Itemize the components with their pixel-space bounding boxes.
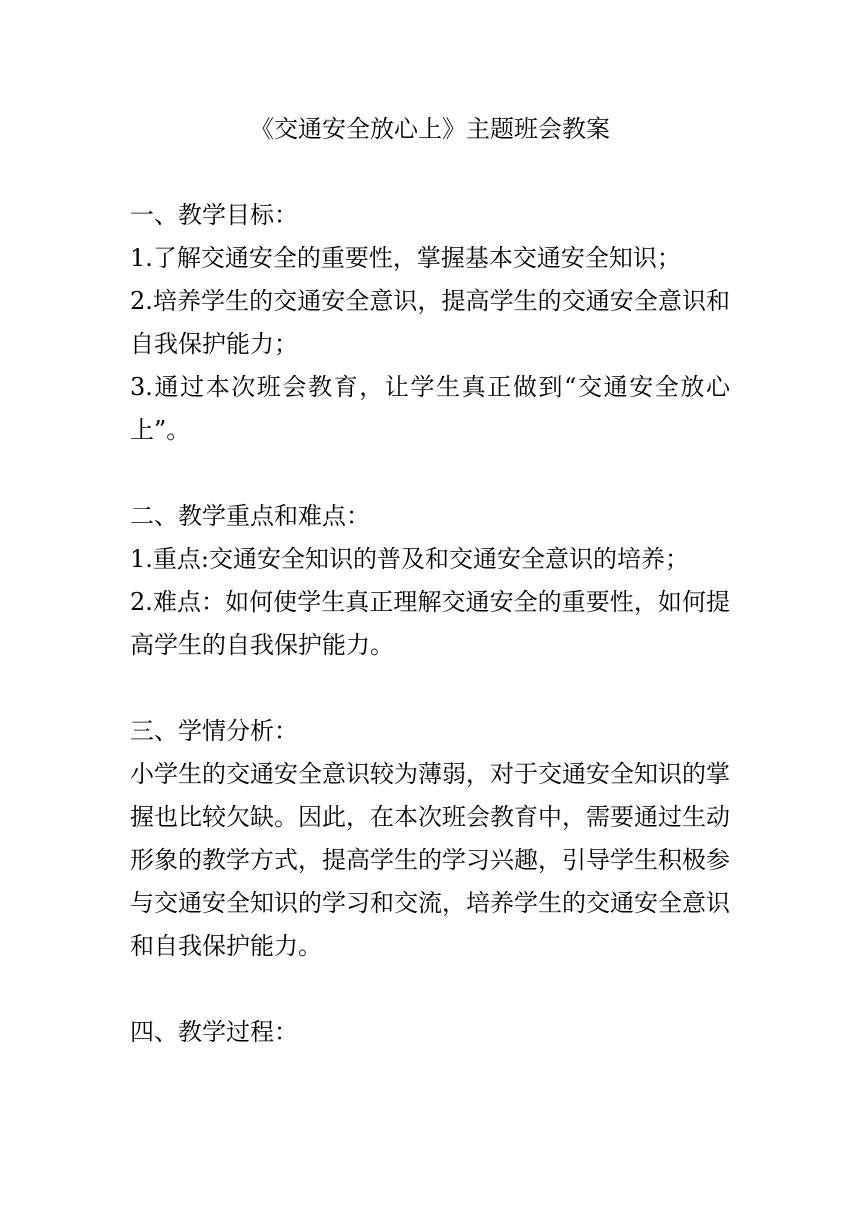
paragraph: 小学生的交通安全意识较为薄弱，对于交通安全知识的掌握也比较欠缺。因此，在本次班会教育中，需要通过生动形象的教学方式，提高学生的学习兴趣，引导学生积极参与交通安全知识的学习和交流，培养学生的交通安全意识和自我保护能力。 [130,760,730,960]
paragraph: 2.培养学生的交通安全意识，提高学生的交通安全意识和自我保护能力； [130,287,730,358]
section-heading: 四、教学过程： [130,1018,298,1046]
section-heading: 三、学情分析： [130,717,298,745]
paragraph: 3.通过本次班会教育，让学生真正做到“交通安全放心上”。 [130,373,730,444]
document-body [130,108,730,1097]
section-heading: 二、教学重点和难点： [130,502,370,530]
paragraph: 1.重点:交通安全知识的普及和交通安全意识的培养； [130,545,689,573]
document-title: 《交通安全放心上》主题班会教案 [250,115,610,143]
section-teaching-process [130,1011,730,1054]
paragraph: 2.难点：如何使学生真正理解交通安全的重要性，如何提高学生的自我保护能力。 [130,588,730,659]
section-teaching-objectives [130,194,730,452]
paragraph: 1.了解交通安全的重要性，掌握基本交通安全知识； [130,244,681,272]
section-key-points [130,495,730,667]
section-heading: 一、教学目标： [130,201,298,229]
section-student-analysis [130,710,730,968]
